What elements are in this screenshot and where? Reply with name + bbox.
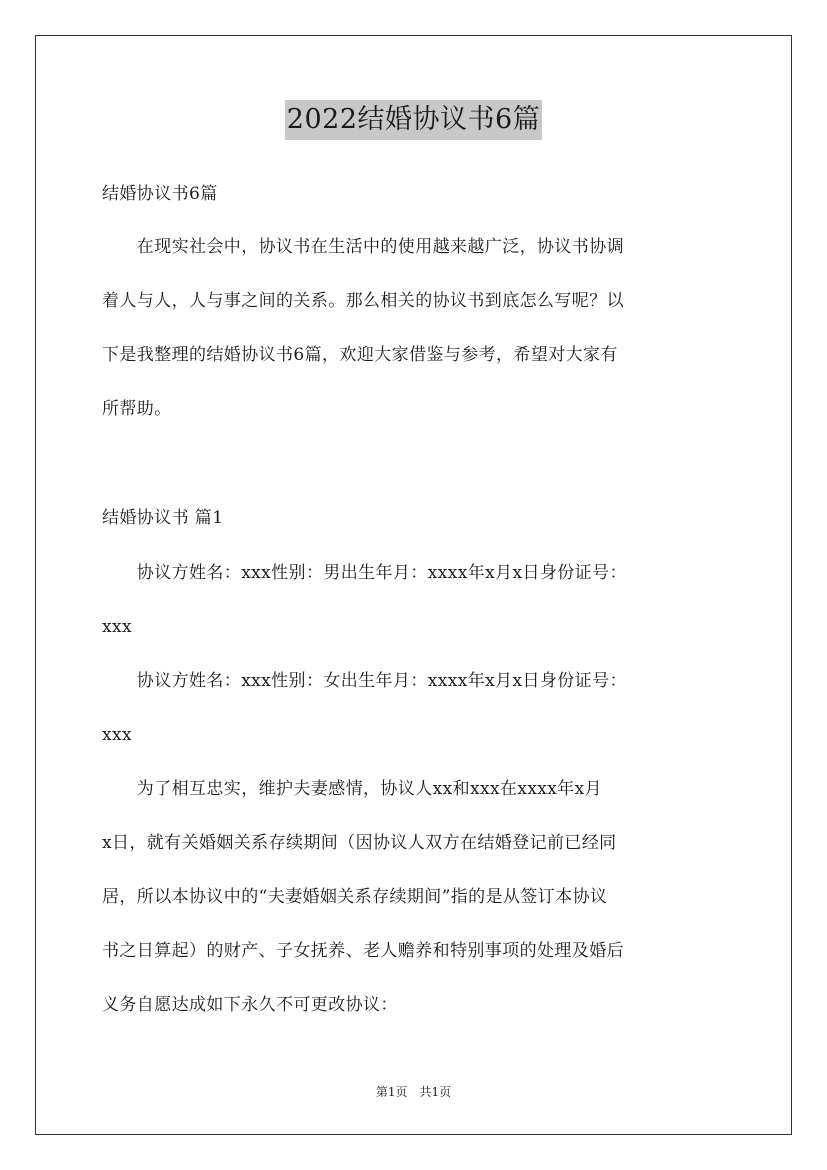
- page-footer: 第1页 共1页: [375, 1085, 452, 1099]
- intro-paragraph-line-4: 所帮助。: [102, 399, 172, 419]
- agreement-paragraph-line-3: 居，所以本协议中的“夫妻婚姻关系存续期间”指的是从签订本协议: [102, 887, 608, 907]
- intro-paragraph-line-1: 在现实社会中，协议书在生活中的使用越来越广泛，协议书协调: [102, 237, 624, 257]
- intro-paragraph-line-3: 下是我整理的结婚协议书6篇，欢迎大家借鉴与参考，希望对大家有: [102, 345, 618, 365]
- title-container: [0, 100, 827, 140]
- party-b-line-1: 协议方姓名：xxx性别：女出生年月：xxxx年x月x日身份证号：: [102, 671, 627, 691]
- intro-paragraph-line-2: 着人与人，人与事之间的关系。那么相关的协议书到底怎么写呢？以: [102, 291, 624, 311]
- agreement-paragraph-line-5: 义务自愿达成如下永久不可更改协议：: [102, 995, 398, 1015]
- agreement-paragraph-line-2: x日，就有关婚姻关系存续期间（因协议人双方在结婚登记前已经同: [102, 833, 617, 853]
- agreement-paragraph-line-4: 书之日算起）的财产、子女抚养、老人赡养和特别事项的处理及婚后: [102, 941, 624, 961]
- party-a-line-2: xxx: [102, 617, 132, 637]
- intro-heading: 结婚协议书6篇: [102, 184, 218, 204]
- party-b-line-2: xxx: [102, 725, 132, 745]
- section-heading-1: 结婚协议书 篇1: [102, 508, 224, 528]
- agreement-paragraph-line-1: 为了相互忠实，维护夫妻感情，协议人xx和xxx在xxxx年x月: [102, 779, 603, 799]
- party-a-line-1: 协议方姓名：xxx性别：男出生年月：xxxx年x月x日身份证号：: [102, 563, 627, 583]
- document-title: 2022结婚协议书6篇: [285, 100, 542, 140]
